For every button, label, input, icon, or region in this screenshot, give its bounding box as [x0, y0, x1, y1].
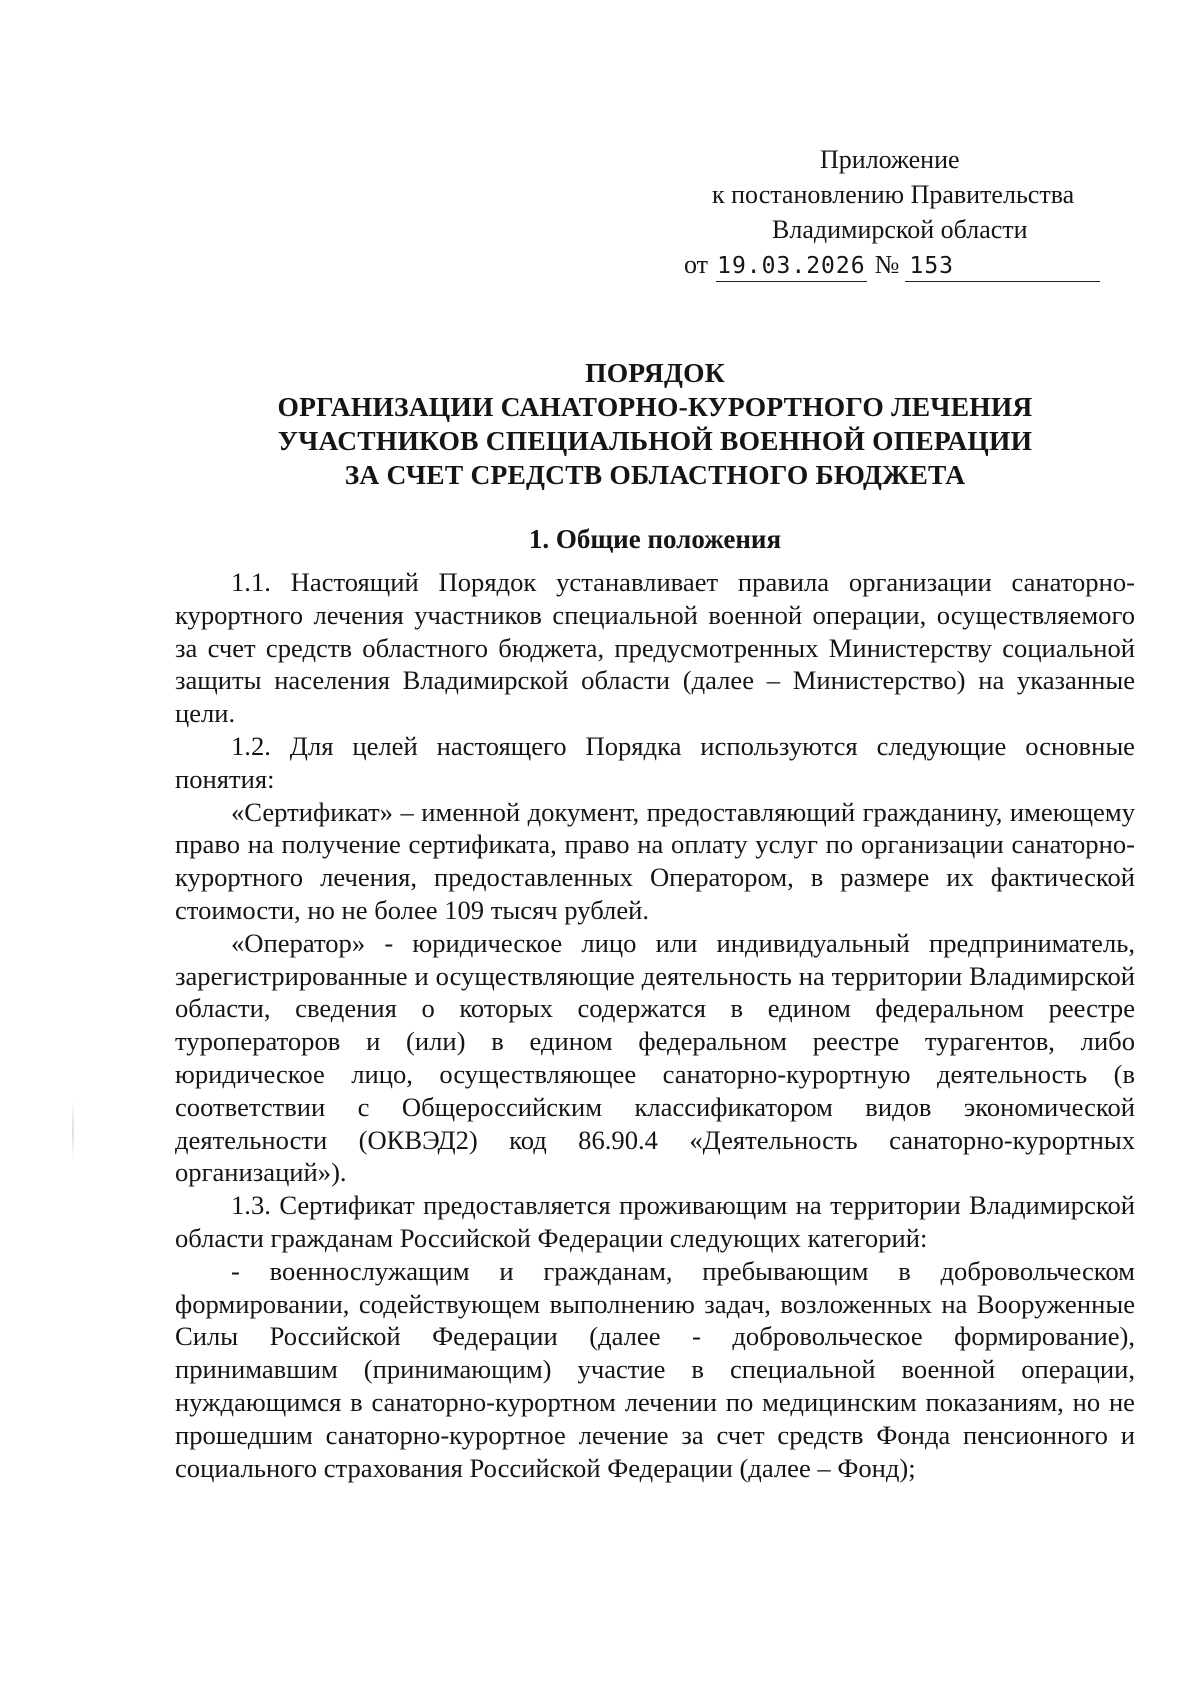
title-line-3: УЧАСТНИКОВ СПЕЦИАЛЬНОЙ ВОЕННОЙ ОПЕРАЦИИ [277, 425, 1033, 456]
appendix-date-number [620, 247, 1100, 282]
section-body [175, 566, 1135, 1484]
definition-operator: «Оператор» - юридическое лицо или индивидуальный предприниматель, зарегистрированные и осуществляющие деятельность на территории Владимирской области, сведения о которых содержатся в едином федеральном реестре туроператоров и (или) в едином федеральном реестре турагентов, либо юридическое лицо, осуществляющее санаторно-курортную деятельность (в соответствии с Общероссийским классификатором видов экономической деятельности (ОКВЭД2) код 86.90.4 «Деятельность санаторно-курортных организаций»). [175, 927, 1135, 1188]
paragraph-1-3: 1.3. Сертификат предоставляется проживающим на территории Владимирской области гражданам Российской Федерации следующих категорий: [175, 1190, 1135, 1253]
appendix-label: Приложение [820, 145, 960, 174]
title-line-2: ОРГАНИЗАЦИИ САНАТОРНО-КУРОРТНОГО ЛЕЧЕНИЯ [277, 391, 1033, 422]
title-line-1: ПОРЯДОК [585, 357, 725, 388]
appendix-resolution: к постановлению Правительства [712, 180, 1075, 209]
document-number: 153 [905, 253, 1100, 282]
number-label: № [874, 250, 900, 279]
appendix-region: Владимирской области [772, 215, 1028, 244]
scan-artifact [72, 1100, 74, 1160]
definition-certificate: «Сертификат» – именной документ, предоставляющий гражданину, имеющему право на получение сертификата, право на оплату услуг по организации санаторно-курортного лечения, предоставленных Оператором, в размере их фактической стоимости, но не более 109 тысяч рублей. [175, 796, 1135, 925]
paragraph-1-1: 1.1. Настоящий Порядок устанавливает правила организации санаторно-курортного лечения участников специальной военной операции, осуществляемого за счет средств областного бюджета, предусмотренных Министерству социальной защиты населения Владимирской области (далее – Министерство) на указанные цели. [175, 567, 1135, 729]
title-line-4: ЗА СЧЕТ СРЕДСТВ ОБЛАСТНОГО БЮДЖЕТА [344, 459, 966, 490]
section-heading: 1. Общие положения [528, 524, 782, 554]
appendix-block [620, 142, 1100, 282]
category-servicemen: - военнослужащим и гражданам, пребывающим в добровольческом формировании, содействующем выполнению задач, возложенных на Вооруженные Силы Российской Федерации (далее - добровольческое формирование), принимавшим (принимающим) участие в специальной военной операции, нуждающимся в санаторно-курортном лечении по медицинским показаниям, но не прошедшим санаторно-курортное лечение за счет средств Фонда пенсионного и социального страхования Российской Федерации (далее – Фонд); [175, 1255, 1135, 1483]
paragraph-1-2: 1.2. Для целей настоящего Порядка используются следующие основные понятия: [175, 730, 1135, 794]
document-date: 19.03.2026 [716, 253, 867, 282]
from-label: от [684, 250, 709, 279]
document-title [175, 356, 1135, 492]
